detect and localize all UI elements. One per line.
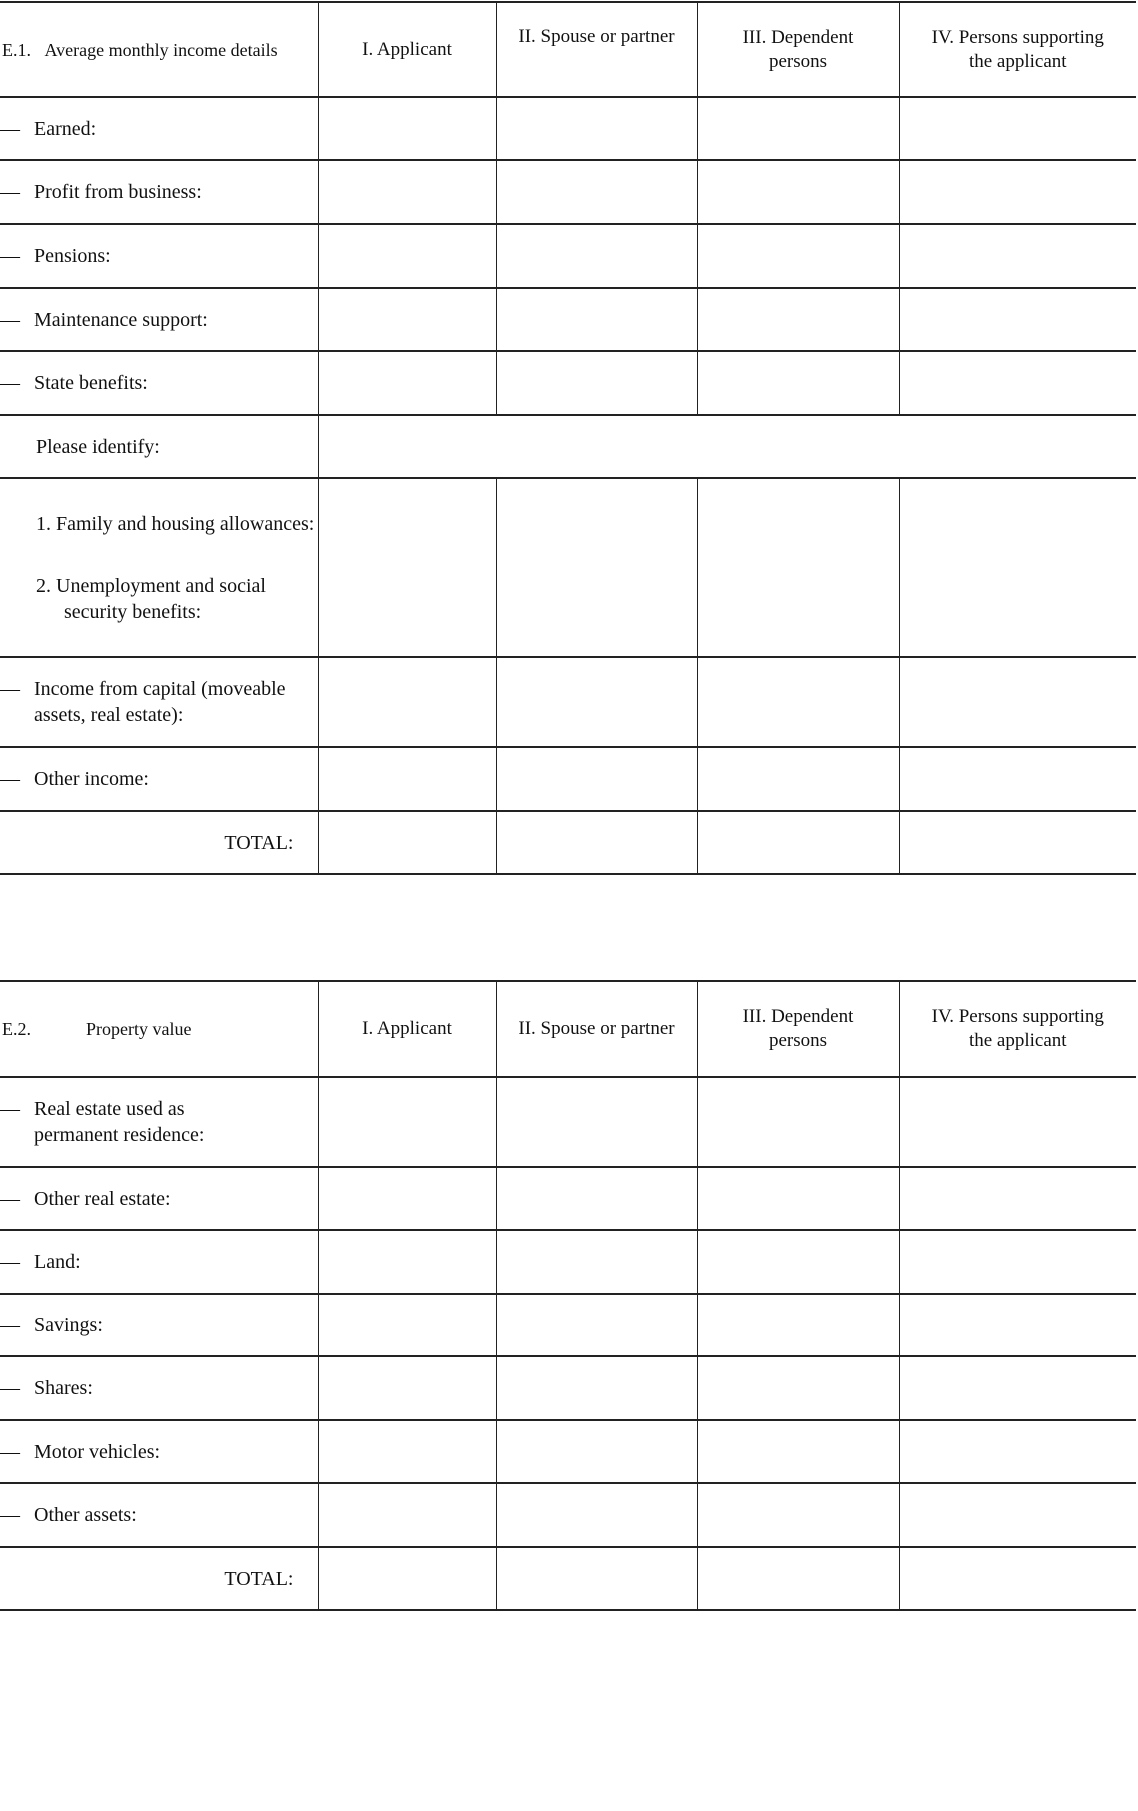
input-cell[interactable] [899, 747, 1136, 811]
input-cell[interactable] [496, 657, 697, 747]
input-cell[interactable] [318, 747, 496, 811]
input-cell[interactable] [496, 1356, 697, 1420]
input-cell[interactable] [318, 657, 496, 747]
input-cell[interactable] [899, 1167, 1136, 1230]
col-dependents: III. Dependent persons [697, 981, 899, 1077]
table-row: — State benefits: [0, 351, 1136, 415]
input-cell[interactable] [496, 811, 697, 874]
input-cell[interactable] [697, 97, 899, 160]
input-cell[interactable] [899, 1294, 1136, 1356]
input-cell[interactable] [318, 1420, 496, 1483]
input-cell[interactable] [496, 1547, 697, 1610]
input-cell[interactable] [697, 160, 899, 224]
col-supporters: IV. Persons supporting the applicant [899, 981, 1136, 1077]
table-row: — Maintenance support: [0, 288, 1136, 351]
input-cell[interactable] [899, 1483, 1136, 1547]
section-title: Property value [86, 1019, 192, 1039]
table-row: — Earned: [0, 97, 1136, 160]
input-cell[interactable] [697, 1356, 899, 1420]
total-row [0, 1547, 1136, 1610]
input-cell[interactable] [496, 224, 697, 288]
property-header-row [0, 981, 1136, 1077]
table-row: — Other real estate: [0, 1167, 1136, 1230]
input-cell[interactable] [318, 224, 496, 288]
input-cell[interactable] [899, 478, 1136, 657]
income-title-cell [0, 2, 318, 97]
input-cell[interactable] [697, 351, 899, 415]
input-cell[interactable] [697, 1077, 899, 1167]
property-title-cell [0, 981, 318, 1077]
input-cell[interactable] [899, 224, 1136, 288]
input-cell[interactable] [697, 747, 899, 811]
input-cell[interactable] [697, 288, 899, 351]
row-label: Income from capital (moveable assets, real estate): [34, 678, 286, 726]
input-cell[interactable] [318, 160, 496, 224]
table-row: — Savings: [0, 1294, 1136, 1356]
input-cell[interactable] [318, 811, 496, 874]
row-label: Maintenance support: [34, 308, 208, 331]
section-number: E.2. [2, 1019, 31, 1039]
input-cell[interactable] [496, 1230, 697, 1294]
income-header-row [0, 2, 1136, 97]
input-cell[interactable] [899, 657, 1136, 747]
property-table [0, 980, 1136, 1611]
input-cell[interactable] [899, 811, 1136, 874]
col-spouse: II. Spouse or partner [496, 2, 697, 97]
total-label: TOTAL: [0, 811, 318, 874]
col-applicant: I. Applicant [318, 2, 496, 97]
input-cell[interactable] [697, 811, 899, 874]
input-cell[interactable] [899, 160, 1136, 224]
input-cell[interactable] [496, 1294, 697, 1356]
input-cell[interactable] [496, 97, 697, 160]
row-label: State benefits: [34, 372, 148, 394]
col-supporters: IV. Persons supporting the applicant [899, 2, 1136, 97]
input-cell[interactable] [899, 1547, 1136, 1610]
col-dependents: III. Dependent persons [697, 2, 899, 97]
input-cell[interactable] [899, 1356, 1136, 1420]
section-number: E.1. [2, 39, 31, 60]
table-row: — Real estate used as permanent residence: [0, 1077, 1136, 1167]
input-cell[interactable] [318, 1356, 496, 1420]
row-label: Pensions: [34, 245, 111, 267]
input-cell[interactable] [697, 1230, 899, 1294]
input-cell[interactable] [697, 1547, 899, 1610]
table-row: — Motor vehicles: [0, 1420, 1136, 1483]
input-cell[interactable] [496, 1167, 697, 1230]
input-cell[interactable] [318, 1077, 496, 1167]
input-cell[interactable] [496, 1420, 697, 1483]
input-cell[interactable] [496, 478, 697, 657]
table-row: — Other assets: [0, 1483, 1136, 1547]
col-spouse: II. Spouse or partner [496, 981, 697, 1077]
input-cell[interactable] [899, 1230, 1136, 1294]
table-row: — Income from capital (moveable assets, real estate): [0, 657, 1136, 747]
table-row: — Profit from business: [0, 160, 1136, 224]
input-cell[interactable] [697, 1167, 899, 1230]
identify-input-cell[interactable] [318, 415, 1136, 478]
income-table [0, 1, 1136, 875]
total-label: TOTAL: [0, 1547, 318, 1610]
row-label: Please identify: [0, 415, 318, 478]
input-cell[interactable] [697, 478, 899, 657]
row-label: Other income: [34, 768, 149, 790]
input-cell[interactable] [318, 351, 496, 415]
input-cell[interactable] [318, 1547, 496, 1610]
section-title: Average monthly income details [44, 39, 278, 60]
input-cell[interactable] [697, 224, 899, 288]
sub-item-unemployment-benefits: 2. Unemployment and social security benefits: [36, 574, 266, 623]
input-cell[interactable] [496, 1483, 697, 1547]
sub-item-family-allowances: 1. Family and housing allowances: [36, 512, 315, 535]
input-cell[interactable] [899, 351, 1136, 415]
input-cell[interactable] [899, 1420, 1136, 1483]
benefits-subitems-row [0, 478, 1136, 657]
input-cell[interactable] [496, 351, 697, 415]
input-cell[interactable] [697, 1483, 899, 1547]
input-cell[interactable] [496, 160, 697, 224]
row-label: Shares: [34, 1377, 93, 1399]
input-cell[interactable] [697, 1294, 899, 1356]
input-cell[interactable] [318, 288, 496, 351]
row-label: Earned: [34, 117, 97, 140]
table-row: — Other income: [0, 747, 1136, 811]
input-cell[interactable] [697, 657, 899, 747]
input-cell[interactable] [318, 1167, 496, 1230]
input-cell[interactable] [496, 747, 697, 811]
table-row: — Pensions: [0, 224, 1136, 288]
input-cell[interactable] [318, 1294, 496, 1356]
row-label: Other assets: [34, 1504, 137, 1526]
row-label: Savings: [34, 1314, 103, 1336]
table-row: — Land: [0, 1230, 1136, 1294]
input-cell[interactable] [496, 1077, 697, 1167]
input-cell[interactable] [697, 1420, 899, 1483]
table-row: — Shares: [0, 1356, 1136, 1420]
input-cell[interactable] [318, 97, 496, 160]
please-identify-row [0, 415, 1136, 478]
input-cell[interactable] [496, 288, 697, 351]
input-cell[interactable] [318, 478, 496, 657]
row-label: Other real estate: [34, 1187, 171, 1210]
total-row [0, 811, 1136, 874]
row-label: Land: [34, 1251, 81, 1273]
input-cell[interactable] [899, 288, 1136, 351]
row-label: Real estate used as permanent residence: [34, 1098, 205, 1146]
input-cell[interactable] [318, 1483, 496, 1547]
row-label: Profit from business: [34, 181, 202, 203]
row-label: Motor vehicles: [34, 1440, 161, 1463]
input-cell[interactable] [899, 97, 1136, 160]
input-cell[interactable] [318, 1230, 496, 1294]
col-applicant: I. Applicant [318, 981, 496, 1077]
input-cell[interactable] [899, 1077, 1136, 1167]
